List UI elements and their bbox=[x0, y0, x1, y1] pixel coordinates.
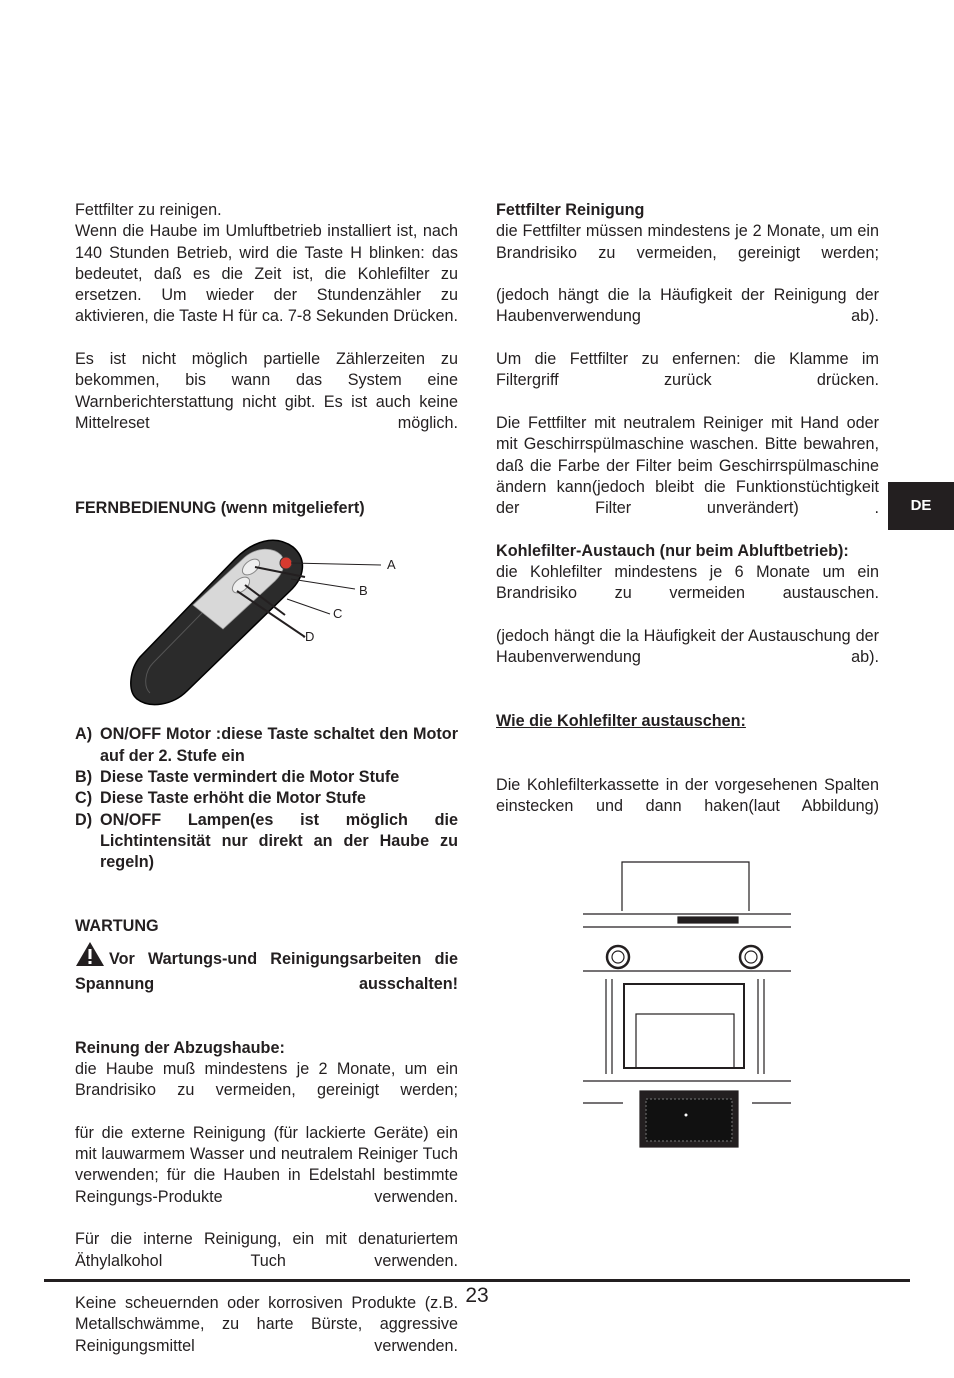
left-column bbox=[75, 200, 458, 1378]
warning-text-block bbox=[75, 941, 458, 1016]
pointer-line-b bbox=[291, 579, 355, 589]
cleaning-paragraph-4: Keine scheuernden oder korrosiven Produkte (z.B. Metallschwämme, zu harte Bürste, aggressive Reinigungsmittel verwenden. bbox=[75, 1294, 458, 1355]
pointer-line-a bbox=[291, 563, 381, 565]
label-a: A bbox=[387, 557, 396, 573]
list-item: B) Diese Taste vermindert die Motor Stufe bbox=[75, 768, 400, 787]
label-b: B bbox=[359, 583, 368, 599]
page-number: 23 bbox=[465, 1284, 489, 1307]
list-item: C) Diese Taste erhöht die Motor Stufe bbox=[75, 789, 366, 808]
charcoal-paragraph-2: (jedoch hängt die la Häufigkeit der Austauschung der Haubenverwendung ab). bbox=[496, 626, 879, 667]
grease-paragraph-4: Die Fettfilter mit neutralem Reiniger mit Hand oder mit Geschirrspülmaschine waschen. Bitte bewahren, daß die Farbe der Filter beim Geschirrspülmaschine ändern kann(jedoch bleibt die Funktionstüchtigkeit der Filter unverändert) . bbox=[496, 413, 879, 518]
grease-paragraph-3: Um die Fettfilter zu enfernen: die Klamme im Filtergriff zurück drücken. bbox=[496, 350, 879, 390]
remote-function-list bbox=[75, 724, 458, 873]
remote-heading: FERNBEDIENUNG (wenn mitgeliefert) bbox=[75, 499, 365, 518]
footer-divider bbox=[44, 1279, 910, 1282]
warning-triangle-icon bbox=[75, 941, 109, 973]
right-column bbox=[496, 200, 879, 1159]
cleaning-paragraph-3: Für die interne Reinigung, ein mit denaturiertem Äthylalkohol Tuch verwenden. bbox=[75, 1230, 458, 1270]
hood-filter-diagram bbox=[496, 859, 879, 1159]
grease-paragraph-2: (jedoch hängt die la Häufigkeit der Reinigung der Haubenverwendung ab). bbox=[496, 286, 879, 326]
charcoal-paragraph-1: die Kohlefilter mindestens je 6 Monate um ein Brandrisiko zu vermeiden austauschen. bbox=[496, 563, 879, 603]
list-item: A) ON/OFF Motor :diese Taste schaltet den Motor auf der 2. Stufe ein bbox=[75, 725, 458, 765]
intro-paragraph-2: Wenn die Haube im Umluftbetrieb installiert ist, nach 140 Stunden Betrieb, wird die Taste H blinken: das bedeutet, daß es die Zeit ist, die Kohlefilter zu ersetzen. Um wieder der Stundenzähler zu aktivieren, die Taste H für ca. 7-8 Sekunden Drücken. bbox=[75, 222, 459, 326]
intro-paragraph-3: Es ist nicht möglich partielle Zählerzeiten zu bekommen, bis wann das System eine Warnberichterstattung nicht gibt. Es ist auch keine Mittelreset möglich. bbox=[75, 350, 458, 432]
label-c: C bbox=[333, 606, 343, 622]
charcoal-heading: Kohlefilter-Austauch (nur beim Abluftbetrieb): bbox=[496, 541, 849, 560]
warning-text: Vor Wartungs-und Reinigungsarbeiten die Spannung ausschalten! bbox=[75, 950, 458, 993]
replace-heading: Wie die Kohlefilter austauschen: bbox=[496, 712, 746, 731]
remote-control-illustration bbox=[75, 519, 458, 724]
list-item: D) ON/OFF Lampen(es ist möglich die Lichtintensität nur direkt an der Haube zu regeln) bbox=[75, 810, 458, 872]
maintenance-heading: WARTUNG bbox=[75, 917, 159, 936]
label-d: D bbox=[305, 629, 315, 645]
replace-paragraph-1: Die Kohlefilterkassette in der vorgesehenen Spalten einstecken und dann haken(laut Abbildung) bbox=[496, 776, 879, 816]
cleaning-heading: Reinung der Abzugshaube: bbox=[75, 1038, 285, 1057]
grease-paragraph-1: die Fettfilter müssen mindestens je 2 Monate, um ein Brandrisiko zu vermeiden, gereinigt werden; bbox=[496, 222, 879, 262]
intro-paragraph-1: Fettfilter zu reinigen. bbox=[75, 201, 222, 219]
grease-filter-heading: Fettfilter Reinigung bbox=[496, 201, 645, 219]
cleaning-paragraph-2: für die externe Reinigung (für lackierte Geräte) ein mit lauwarmem Wasser und neutralem Reiniger Tuch verwenden; für die Hauben in Edelstahl bestimmte Reingungs-Produkte verwenden. bbox=[75, 1123, 458, 1206]
cleaning-paragraph-1: die Haube muß mindestens je 2 Monate, um ein Brandrisiko zu vermeiden, gereinigt werden; bbox=[75, 1059, 458, 1100]
language-tab: DE bbox=[888, 482, 954, 530]
pointer-line-c bbox=[287, 599, 330, 614]
